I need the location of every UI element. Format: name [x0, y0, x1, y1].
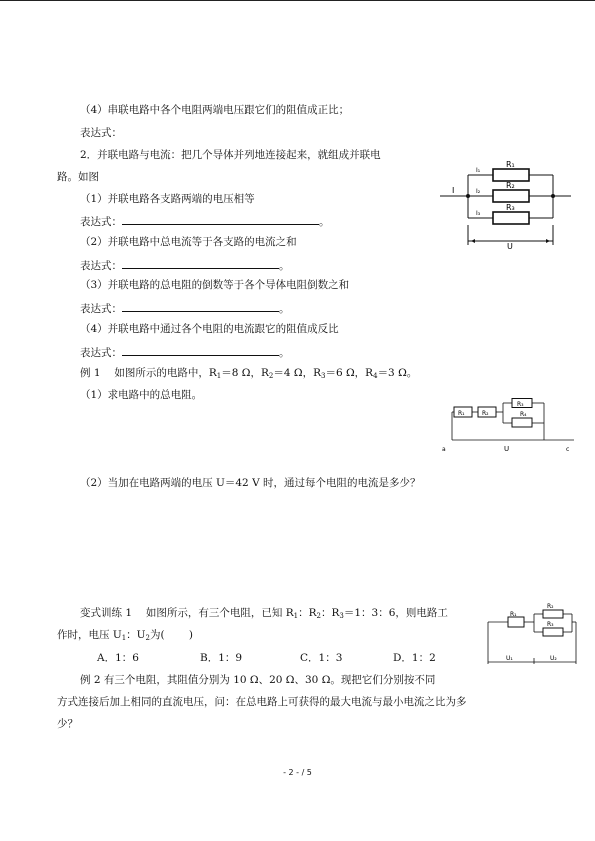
label-i1: I₁	[476, 167, 481, 174]
resistor-r3	[543, 628, 563, 636]
top-border-line	[0, 0, 595, 1]
text: 例 1 如图所示的电路中，R	[80, 367, 217, 379]
subscript: 3	[339, 612, 344, 620]
label-i3: I₃	[476, 210, 481, 217]
label-i2: I₂	[476, 188, 481, 195]
variant-1-statement	[80, 606, 448, 623]
expression-line-3	[80, 300, 290, 316]
example-1-question-1: （1）求电路中的总电阻。	[80, 389, 203, 401]
subscript: 3	[320, 372, 326, 380]
resistor-r3	[493, 212, 529, 224]
label-r2: R₂	[547, 603, 554, 610]
label-r3: R₃	[506, 203, 515, 212]
resistor-r4	[512, 418, 532, 427]
label-c: c	[566, 446, 570, 453]
option-a[interactable]: A．1：6	[97, 652, 139, 664]
expression-label: 表达式：	[80, 303, 122, 315]
example-2-line-1: 例 2 有三个电阻，其阻值分别为 10 Ω、20 Ω、30 Ω。现把它们分别按不同	[80, 674, 436, 686]
text: ＝8 Ω，R	[221, 367, 269, 379]
subscript: 1	[293, 612, 299, 620]
option-c[interactable]: C．1：3	[300, 652, 343, 664]
parallel-point-1: （1）并联电路各支路两端的电压相等	[80, 193, 255, 205]
label-r2: R₂	[506, 181, 515, 190]
text: ＝4 Ω，R	[273, 367, 321, 379]
example-2-line-3: 少？	[57, 718, 78, 730]
answer-blank[interactable]	[122, 213, 319, 225]
label-u: U	[507, 242, 513, 251]
arrow-left	[471, 239, 475, 243]
expression-line-2	[80, 257, 290, 273]
variant-1-circuit-diagram	[486, 602, 578, 672]
expression-label: 表达式：	[80, 127, 122, 139]
example-1-statement	[80, 366, 417, 383]
text: ：U	[126, 629, 146, 641]
period: 。	[319, 216, 330, 228]
parallel-intro-cont: 路。如图	[57, 171, 99, 183]
text: ：R	[298, 607, 317, 619]
label-u2: U₂	[550, 655, 557, 662]
period: 。	[279, 347, 290, 359]
junction-dot	[551, 194, 555, 198]
label-r1: R₁	[510, 611, 517, 618]
junction-dot	[466, 194, 470, 198]
subscript: 1	[121, 634, 127, 642]
example-2-line-2: 方式连接后加上相同的直流电压，问：在总电路上可获得的最大电流与最小电流之比为多	[57, 696, 467, 708]
subscript: 4	[373, 372, 378, 380]
variant-1-statement-cont	[57, 628, 193, 645]
answer-blank[interactable]	[122, 344, 279, 356]
label-r2: R₂	[482, 410, 489, 417]
text: ：R	[320, 607, 340, 619]
expression-label: 表达式：	[80, 260, 122, 272]
option-d[interactable]: D．1：2	[393, 652, 436, 664]
answer-blank[interactable]	[122, 300, 279, 312]
resistor-r1	[493, 169, 529, 181]
subscript: 2	[316, 612, 321, 620]
parallel-intro: 2．并联电路与电流：把几个导体并列地连接起来，就组成并联电	[80, 149, 381, 161]
label-r4: R₄	[520, 411, 527, 418]
label-r3: R₃	[547, 621, 554, 628]
text: ＝3 Ω。	[377, 367, 418, 379]
parallel-point-2: （2）并联电路中总电流等于各支路的电流之和	[80, 236, 297, 248]
answer-blank[interactable]	[122, 257, 279, 269]
expression-label: 表达式：	[80, 216, 122, 228]
period: 。	[279, 260, 290, 272]
arrow-right	[546, 239, 550, 243]
label-r1: R₁	[458, 410, 465, 417]
label-r3: R₃	[517, 401, 524, 408]
text: ＝1：3：6，则电路工	[343, 607, 448, 619]
subscript: 2	[145, 634, 150, 642]
option-b[interactable]: B．1：9	[200, 652, 243, 664]
label-r1: R₁	[506, 160, 515, 169]
resistor-r2	[543, 610, 563, 618]
example-1-question-2: （2）当加在电路两端的电压 U＝42 V 时，通过每个电阻的电流是多少？	[80, 477, 421, 489]
subscript: 1	[216, 372, 222, 380]
parallel-point-3: （3）并联电路的总电阻的倒数等于各个导体电阻倒数之和	[80, 279, 350, 291]
subscript: 2	[268, 372, 274, 380]
text: ＝6 Ω，R	[325, 367, 374, 379]
parallel-point-4: （4）并联电路中通过各个电阻的电流跟它的阻值成反比	[80, 323, 339, 335]
text: 作时，电压 U	[57, 629, 122, 641]
example-1-circuit-diagram	[440, 398, 578, 462]
period: 。	[279, 303, 290, 315]
expression-line-1	[80, 213, 330, 229]
label-u1: U₁	[506, 655, 513, 662]
text: 为( )	[149, 629, 194, 641]
resistor-r1	[508, 617, 524, 627]
expression-label: 表达式：	[80, 347, 122, 359]
label-i-total: I	[452, 186, 455, 195]
parallel-circuit-diagram	[438, 155, 573, 257]
text: 变式训练 1 如图所示，有三个电阻，已知 R	[80, 607, 294, 619]
label-a: a	[442, 446, 446, 453]
page-number: - 2 - / 5	[283, 768, 312, 777]
resistor-r2	[493, 190, 529, 202]
expression-line-4	[80, 344, 290, 360]
series-point-4: （4）串联电路中各个电阻两端电压跟它们的阻值成正比；	[80, 104, 350, 116]
label-u: U	[504, 445, 510, 453]
